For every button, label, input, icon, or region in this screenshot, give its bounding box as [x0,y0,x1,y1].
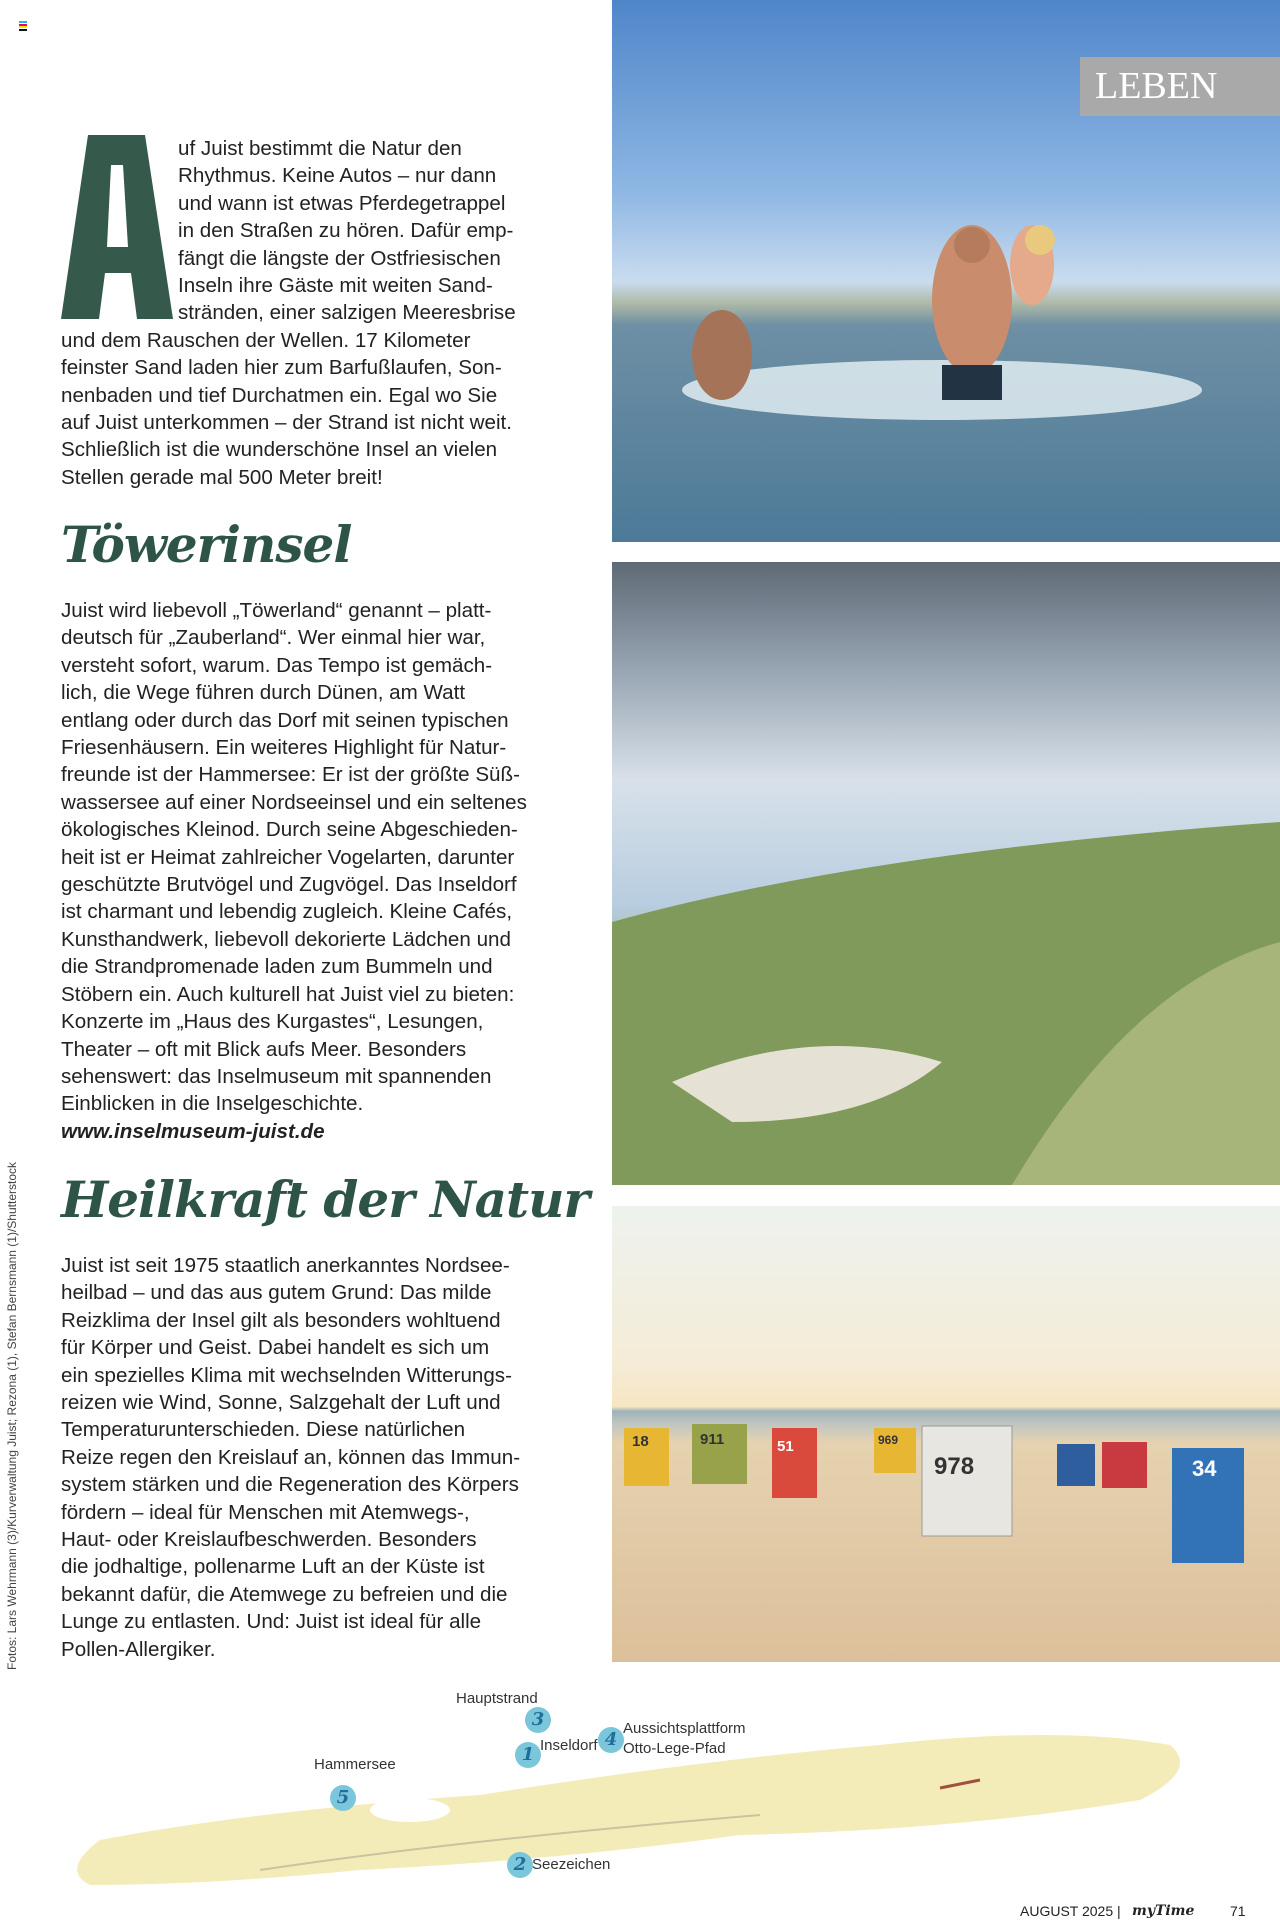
intro-paragraph [61,135,516,491]
text-line: bekannt dafür, die Atemwege zu befreien und die [61,1582,508,1606]
photo-dunes [612,562,1280,1185]
text-line: nenbaden und tief Durchatmen ein. Egal wo Sie [61,383,498,407]
text-line: ökologisches Kleinod. Durch seine Abgeschieden- [61,818,518,842]
text-line: geschützte Brutvögel und Zugvögel. Das Inseldorf [61,873,517,897]
text-line: entlang oder durch das Dorf mit seinen typischen [61,708,509,732]
text-line: Juist wird liebevoll „Töwerland“ genannt – platt- [61,599,492,622]
page-footer [1020,1903,1280,1923]
svg-text:969: 969 [878,1433,899,1447]
inselmuseum-link[interactable]: www.inselmuseum-juist.de [61,1120,325,1143]
text-line: freunde ist der Hammersee: Er ist der größte Süß- [61,763,520,787]
map-marker-4[interactable]: 4 [598,1727,624,1753]
print-color-bar [19,21,27,28]
text-line: lich, die Wege führen durch Dünen, am Watt [61,681,466,705]
text-line: auf Juist unterkommen – der Strand ist nicht weit. [61,411,512,435]
svg-text:978: 978 [934,1453,975,1480]
text-line: für Körper und Geist. Dabei handelt es sich um [61,1336,490,1360]
text-line: deutsch für „Zauberland“. Wer einmal hier war, [61,626,486,650]
svg-text:34: 34 [1192,1456,1217,1481]
section-label: LEBEN [1080,57,1280,116]
text-line: die Strandpromenade laden zum Bummeln und [61,955,493,979]
text-line: reizen wie Wind, Sonne, Salzgehalt der Luft und [61,1391,501,1415]
text-line: Inseln ihre Gäste mit weiten Sand- [178,274,493,298]
map-label: Seezeichen [532,1856,611,1873]
heading-heilkraft: Heilkraft der Natur [61,1170,589,1229]
text-line: versteht sofort, warum. Das Tempo ist gemäch- [61,653,493,677]
text-line: Stellen gerade mal 500 Meter breit! [61,465,383,489]
photo-family-beach [612,0,1280,542]
text-line: Temperaturunterschieden. Diese natürlichen [61,1418,466,1442]
text-line: Juist ist seit 1975 staatlich anerkanntes Nordsee- [61,1254,510,1277]
text-line: die jodhaltige, pollenarme Luft an der Küste ist [61,1555,485,1579]
text-line: und wann ist etwas Pferdegetrappel [178,191,506,215]
heading-toewerinsel: Töwerinsel [61,515,352,574]
footer-issue: AUGUST 2025 | [1020,1903,1121,1919]
text-line: Lunge zu entlasten. Und: Juist ist ideal für alle [61,1610,482,1634]
text-line: heit ist er Heimat zahlreicher Vogelarten, darunter [61,845,515,869]
text-line: Schließlich ist die wunderschöne Insel an vielen [61,438,498,462]
map-marker-5[interactable]: 5 [330,1785,356,1811]
page-number: 71 [1230,1903,1246,1919]
photo-credit: Fotos: Lars Wehrmann (3)/Kurverwaltung Juist; Rezona (1), Stefan Bernsmann (1)/Shutterstock [5,1162,19,1670]
text-line: fängt die längste der Ostfriesischen [178,246,501,270]
text-line: Haut- oder Kreislaufbeschwerden. Besonders [61,1528,477,1552]
heilkraft-paragraph [61,1252,520,1663]
text-line: uf Juist bestimmt die Natur den [178,137,462,160]
text-line: system stärken und die Regeneration des Körpers [61,1473,519,1497]
map-label: Inseldorf [540,1737,598,1754]
map-marker-3[interactable]: 3 [525,1707,551,1733]
text-line: stränden, einer salzigen Meeresbrise [178,301,516,325]
text-line: Pollen-Allergiker. [61,1637,216,1661]
text-line: sehenswert: das Inselmuseum mit spannenden [61,1064,492,1088]
map-marker-2[interactable]: 2 [507,1852,533,1878]
map-label: Aussichtsplattform [623,1720,746,1737]
text-line: und dem Rauschen der Wellen. 17 Kilometer [61,328,471,352]
map-label-otto-lege-pfad: Otto-Lege-Pfad [623,1740,726,1757]
svg-text:911: 911 [700,1431,725,1448]
map-marker-1[interactable]: 1 [515,1742,541,1768]
text-line: Reize regen den Kreislauf an, können das Immun- [61,1445,521,1469]
text-line: Stöbern ein. Auch kulturell hat Juist viel zu bieten: [61,982,515,1006]
photo-beach-chairs [612,1206,1280,1662]
map-label: Hammersee [314,1756,396,1773]
text-line: Reizklima der Insel gilt als besonders wohltuend [61,1308,501,1332]
text-line: Konzerte im „Haus des Kurgastes“, Lesungen, [61,1010,484,1034]
text-line: wassersee auf einer Nordseeinsel und ein seltenes [61,790,527,814]
text-line: heilbad – und das aus gutem Grund: Das milde [61,1281,492,1305]
footer-brand: myTime [1132,1903,1195,1919]
text-line: Theater – oft mit Blick aufs Meer. Besonders [61,1037,467,1061]
text-line: ein spezielles Klima mit wechselnden Witterungs- [61,1363,512,1387]
text-line: feinster Sand laden hier zum Barfußlaufen, Son- [61,356,502,380]
text-line: in den Straßen zu hören. Dafür emp- [178,219,514,243]
text-line: Kunsthandwerk, liebevoll dekorierte Lädchen und [61,927,511,951]
text-line: ist charmant und lebendig zugleich. Kleine Cafés, [61,900,513,924]
svg-text:51: 51 [777,1438,794,1455]
toewerinsel-paragraph [61,597,527,1118]
text-line: Einblicken in die Inselgeschichte. [61,1092,364,1116]
svg-text:18: 18 [632,1433,649,1450]
map-label: Hauptstrand [456,1690,538,1707]
text-line: Friesenhäusern. Ein weiteres Highlight für Natur- [61,736,507,760]
text-line: Rhythmus. Keine Autos – nur dann [178,164,497,188]
island-map [60,1690,1200,1900]
text-line: fördern – ideal für Menschen mit Atemwegs-, [61,1500,470,1524]
